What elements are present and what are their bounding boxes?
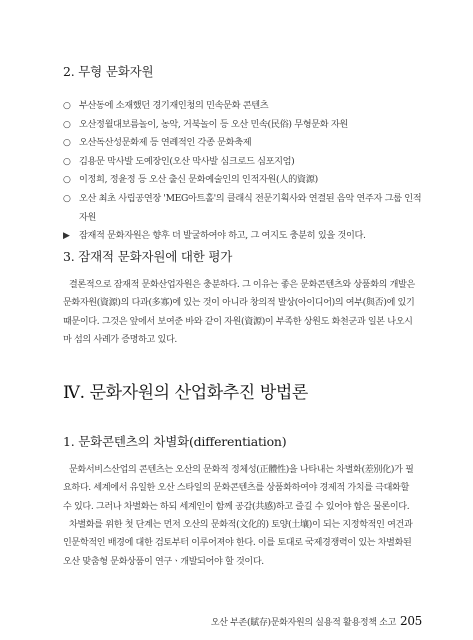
list-item: ○ 이정희, 정윤정 등 오산 출신 문화예술인의 인적자원(人的資源) bbox=[63, 171, 423, 190]
triangle-bullet-icon: ▶ bbox=[63, 231, 70, 242]
list-item: ○ 김용문 막사발 도예장인(오산 막사발 심크로드 심포지엄) bbox=[63, 153, 423, 172]
circle-bullet-icon: ○ bbox=[63, 119, 71, 130]
section-4-1-paragraph-1: 문화서비스산업의 콘텐츠는 오산의 문화적 정체성(正體性)을 나타내는 차별화(差別化)가 필 요하다. 세계에서 유일한 오산 스타일의 문화콘텐츠를 상품화하여야 경제적 가치를 극대화할 수 있다. 그러나 차별화는 하되 세계인이 함께 공감(共感)하고 즐길 수 있어야 함은 물론이다. bbox=[63, 465, 414, 512]
list-item: ○ 오산정월대보름놀이, 농악, 거북놀이 등 오산 민속(民俗) 무형문화 자원 bbox=[63, 116, 423, 135]
section-3-paragraph: 결론적으로 잠재적 문화산업자원은 충분하다. 그 이유는 좋은 문화콘텐츠와 상품화의 개발은 문화자원(資源)의 다과(多寡)에 있는 것이 아니라 창의적 발상(아이디어)의 여부(與否)에 있기 때문이다. 그것은 앞에서 보여준 바와 같이 자원(資源)이 부족한 상원도 화천군과 일본 나오시 마 섬의 사례가 증명하고 있다. bbox=[63, 280, 415, 345]
list-item: ○ 오산 최초 사립공연장 'MEG아트홀'의 클래식 전문기획사와 연결된 음악 연주자 그룹 인적 자원 bbox=[63, 190, 423, 227]
page-footer bbox=[211, 614, 422, 628]
intangible-resource-list bbox=[63, 97, 423, 246]
list-item: ▶ 잠재적 문화자원은 향후 더 발굴하여야 하고, 그 여지도 충분히 있을 것이다. bbox=[63, 227, 423, 246]
section-3-heading: 3. 잠재적 문화자원에 대한 평가 bbox=[63, 249, 233, 264]
page-number: 205 bbox=[399, 614, 422, 628]
running-title: 오산 부존(賦存)문화자원의 실용적 활용정책 소고 bbox=[210, 618, 396, 628]
circle-bullet-icon: ○ bbox=[63, 156, 71, 167]
circle-bullet-icon: ○ bbox=[63, 193, 71, 204]
circle-bullet-icon: ○ bbox=[63, 138, 71, 149]
list-item: ○ 부산동에 소재했던 경기재인청의 민속문화 콘텐츠 bbox=[63, 97, 423, 116]
circle-bullet-icon: ○ bbox=[63, 101, 71, 111]
chapter-4-heading: Ⅳ. 문화자원의 산업화추진 방법론 bbox=[63, 383, 308, 403]
list-item: ○ 오산독산성문화제 등 연례적인 각종 문화축제 bbox=[63, 134, 423, 153]
section-4-1-paragraph-2: 차별화를 위한 첫 단계는 먼저 오산의 문화적(文化的) 토양(土壤)이 되는 지정학적인 여건과 인문학적인 배경에 대한 검토부터 이루어져야 한다. 이를 토대로 국제경쟁력이 있는 차별화된 오산 맞춤형 문화상품이 연구ㆍ개발되어야 할 것이다. bbox=[63, 520, 413, 567]
circle-bullet-icon: ○ bbox=[63, 175, 71, 186]
section-4-1-heading: 1. 문화콘텐츠의 차별화(differentiation) bbox=[63, 434, 287, 449]
section-2-heading: 2. 무형 문화자원 bbox=[63, 64, 154, 79]
